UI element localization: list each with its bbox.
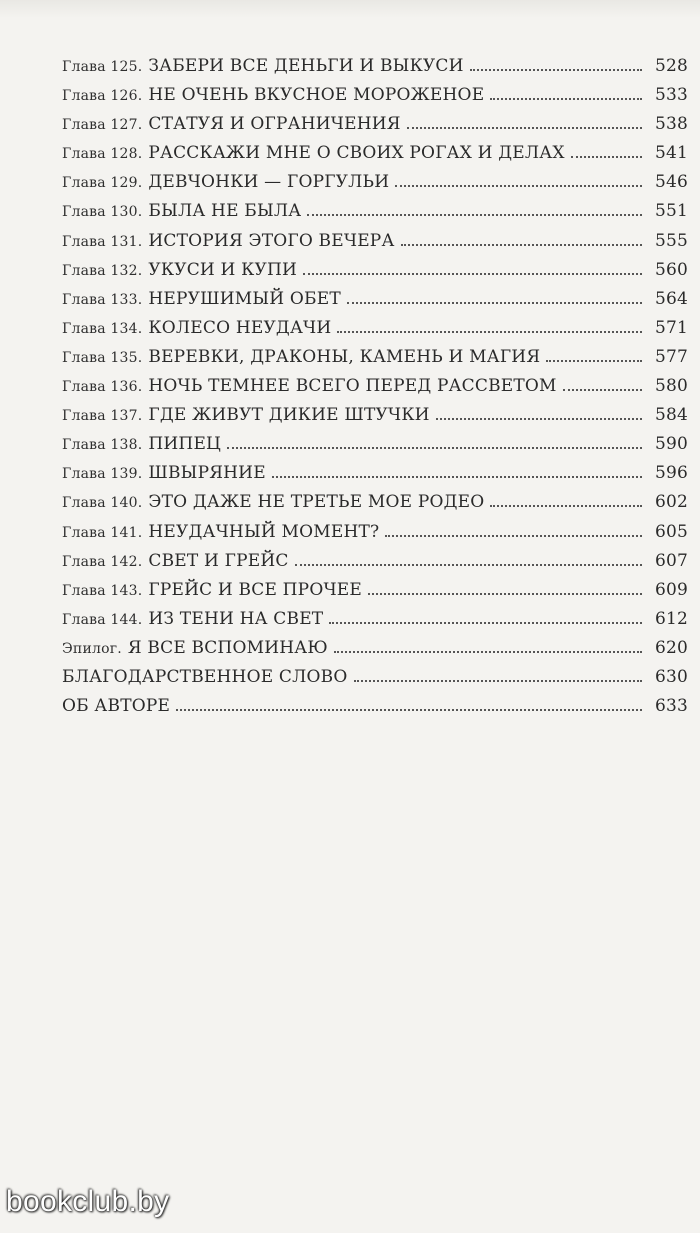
toc-entry [62,56,688,85]
toc-entry-prefix: Глава 134. [62,320,143,337]
toc-entry-prefix: Глава 136. [62,379,143,396]
toc-entry-title: НЕУДАЧНЫЙ МОМЕНТ? [148,521,380,542]
toc-entry-prefix: Глава 130. [62,204,143,221]
toc-entry [62,260,688,289]
page-top-shadow [0,0,700,18]
toc-entry-page: 541 [654,143,688,164]
toc-entry-page: 605 [654,521,688,542]
toc-dot-leader [347,302,642,304]
toc-entry-prefix: Глава 143. [62,582,143,599]
toc-entry-page: 633 [654,696,688,717]
toc-dot-leader [337,331,642,333]
toc-entry-prefix: Глава 135. [62,349,143,366]
toc-entry [62,522,688,551]
toc-entry-page: 620 [654,637,688,658]
toc-entry-title: БЫЛА НЕ БЫЛА [148,201,302,222]
toc-entry-page: 571 [654,317,688,338]
toc-dot-leader [563,389,642,391]
toc-dot-leader [354,680,643,682]
toc-entry-title: КОЛЕСО НЕУДАЧИ [148,317,332,338]
toc-entry [62,85,688,114]
toc-dot-leader [272,476,642,478]
toc-entry-epilogue [62,638,688,667]
toc-dot-leader [546,360,642,362]
table-of-contents [62,56,688,725]
toc-entry-page: 584 [654,405,688,426]
toc-entry-title: НЕ ОЧЕНЬ ВКУСНОЕ МОРОЖЕНОЕ [148,85,485,106]
toc-entry [62,231,688,260]
toc-entry-page: 602 [654,492,688,513]
toc-entry [62,114,688,143]
toc-entry [62,347,688,376]
toc-entry [62,172,688,201]
toc-entry-title: ИСТОРИЯ ЭТОГО ВЕЧЕРА [148,230,395,251]
toc-entry [62,580,688,609]
toc-entry-page: 577 [654,346,688,367]
toc-entry [62,463,688,492]
toc-dot-leader [329,622,642,624]
toc-dot-leader [470,69,642,71]
toc-entry-prefix: Глава 133. [62,291,143,308]
toc-entry-page: 612 [654,608,688,629]
toc-entry-page: 596 [654,463,688,484]
toc-entry-prefix: Глава 144. [62,611,143,628]
toc-entry [62,376,688,405]
toc-entry [62,201,688,230]
toc-entry-title: ШВЫРЯНИЕ [148,463,266,484]
toc-entry-page: 590 [654,434,688,455]
toc-entry-title: ОБ АВТОРЕ [62,696,171,717]
toc-dot-leader [307,214,642,216]
toc-dot-leader [571,156,642,158]
toc-dot-leader [407,127,642,129]
toc-entry-title: ДЕВЧОНКИ — ГОРГУЛЬИ [148,172,390,193]
toc-entry-prefix: Глава 129. [62,175,143,192]
toc-entry-page: 560 [654,259,688,280]
toc-entry-page: 528 [654,56,688,76]
toc-dot-leader [436,418,642,420]
toc-entry-page: 533 [654,85,688,106]
toc-entry-prefix: Глава 132. [62,262,143,279]
toc-entry-page: 555 [654,230,688,251]
toc-entry-page: 551 [654,201,688,222]
toc-entry-page: 564 [654,288,688,309]
toc-entry-page: 607 [654,550,688,571]
toc-entry-title: Я ВСЕ ВСПОМИНАЮ [127,637,328,658]
toc-entry-prefix: Глава 140. [62,495,143,512]
toc-dot-leader [395,185,642,187]
toc-dot-leader [176,709,642,711]
toc-entry [62,492,688,521]
toc-entry-title: СТАТУЯ И ОГРАНИЧЕНИЯ [148,114,401,135]
toc-entry-prefix: Глава 125. [62,59,143,75]
toc-entry-title: БЛАГОДАРСТВЕННОЕ СЛОВО [62,666,348,687]
toc-entry-title: РАССКАЖИ МНЕ О СВОИХ РОГАХ И ДЕЛАХ [148,143,565,164]
toc-dot-leader [368,593,642,595]
toc-dot-leader [334,651,642,653]
toc-entry-title: УКУСИ И КУПИ [148,259,298,280]
toc-entry-title: ВЕРЕВКИ, ДРАКОНЫ, КАМЕНЬ И МАГИЯ [148,346,541,367]
watermark-text: bookclub.by [6,1185,170,1218]
toc-entry-title: ЭТО ДАЖЕ НЕ ТРЕТЬЕ МОЕ РОДЕО [148,492,485,513]
toc-entry-title: СВЕТ И ГРЕЙС [148,550,289,571]
toc-entry-prefix: Эпилог. [62,640,122,657]
toc-entry-page: 538 [654,114,688,135]
toc-entry-title: ИЗ ТЕНИ НА СВЕТ [148,608,324,629]
toc-entry-title: НОЧЬ ТЕМНЕЕ ВСЕГО ПЕРЕД РАССВЕТОМ [148,376,557,397]
toc-entry-prefix: Глава 126. [62,88,143,105]
toc-entry-prefix: Глава 131. [62,233,143,250]
toc-entry [62,318,688,347]
toc-entry-page: 609 [654,579,688,600]
toc-entry [62,405,688,434]
toc-entry-prefix: Глава 141. [62,524,143,541]
toc-dot-leader [227,447,642,449]
toc-entry-page: 580 [654,376,688,397]
toc-entry-prefix: Глава 127. [62,117,143,134]
toc-entry [62,434,688,463]
toc-dot-leader [303,273,642,275]
toc-entry-title: ГДЕ ЖИВУТ ДИКИЕ ШТУЧКИ [148,405,430,426]
toc-entry-prefix: Глава 137. [62,408,143,425]
toc-dot-leader [490,98,642,100]
toc-entry-prefix: Глава 128. [62,146,143,163]
toc-entry-title: ПИПЕЦ [148,434,222,455]
toc-entry-page: 630 [654,666,688,687]
toc-entry-prefix: Глава 138. [62,437,143,454]
toc-entry-title: ЗАБЕРИ ВСЕ ДЕНЬГИ И ВЫКУСИ [148,56,464,76]
toc-entry [62,289,688,318]
toc-entry [62,609,688,638]
toc-dot-leader [401,244,642,246]
toc-dot-leader [295,564,642,566]
toc-entry-acknowledgements [62,667,688,696]
toc-entry [62,143,688,172]
toc-entry [62,551,688,580]
toc-entry-prefix: Глава 139. [62,466,143,483]
toc-entry-title: НЕРУШИМЫЙ ОБЕТ [148,288,341,309]
toc-dot-leader [490,505,642,507]
toc-entry-page: 546 [654,172,688,193]
toc-entry-prefix: Глава 142. [62,553,143,570]
toc-entry-title: ГРЕЙС И ВСЕ ПРОЧЕЕ [148,579,363,600]
toc-dot-leader [385,535,642,537]
toc-entry-about-author [62,696,688,725]
